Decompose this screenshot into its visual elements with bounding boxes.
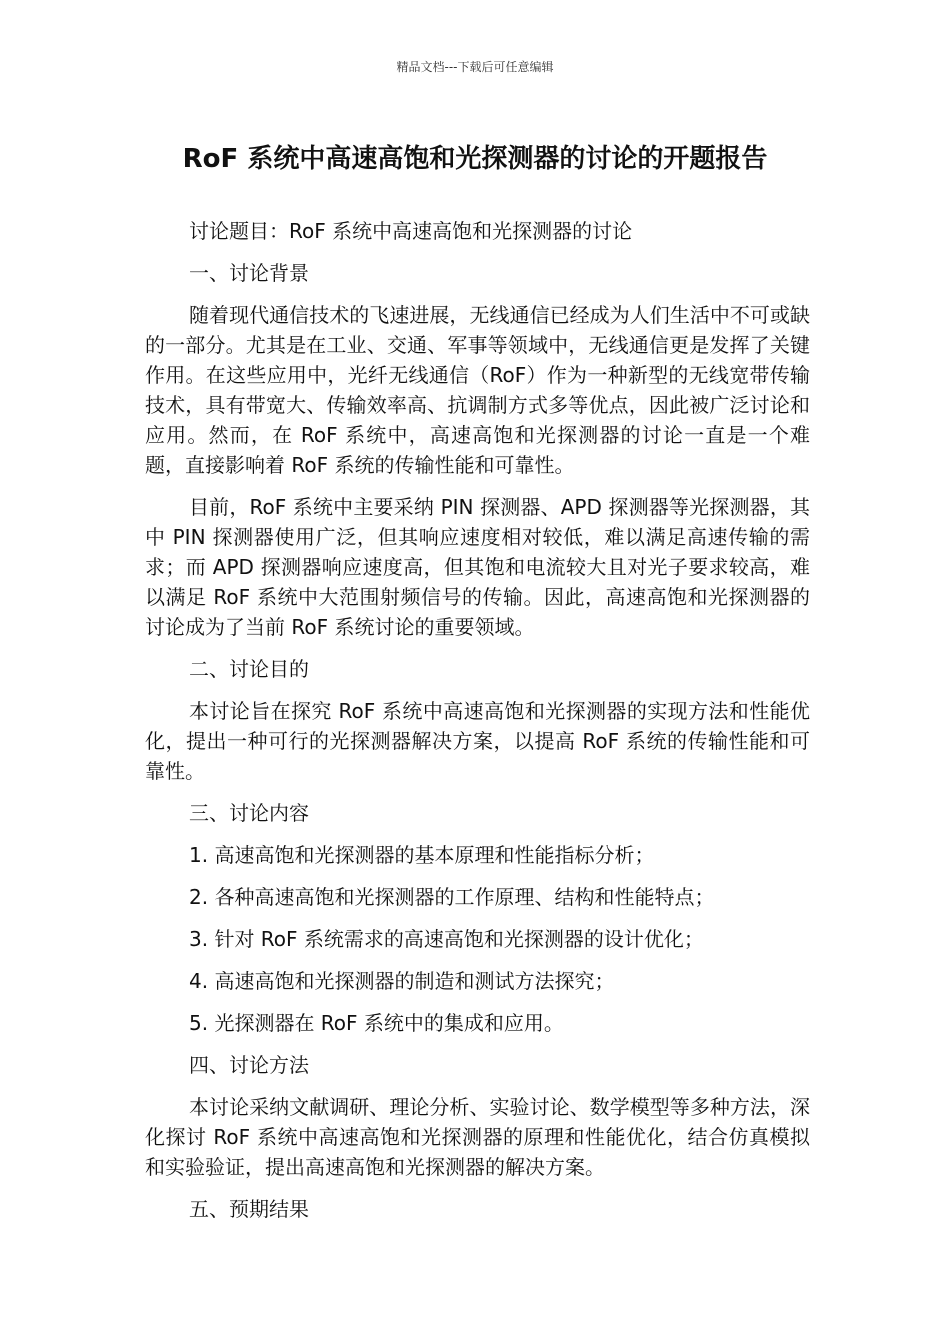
section-heading-background: 一、讨论背景: [189, 261, 309, 285]
paragraph-method: 本讨论采纳文献调研、理论分析、实验讨论、数学模型等多种方法，深化探讨 RoF 系统中高速高饱和光探测器的原理和性能优化，结合仿真模拟和实验验证，提出高速高饱和光探测器的解决方案。: [145, 1095, 810, 1179]
topic-line: 讨论题目：RoF 系统中高速高饱和光探测器的讨论: [189, 219, 633, 243]
list-item: 2. 各种高速高饱和光探测器的工作原理、结构和性能特点；: [189, 885, 715, 909]
list-item: 5. 光探测器在 RoF 系统中的集成和应用。: [189, 1011, 564, 1035]
paragraph-purpose: 本讨论旨在探究 RoF 系统中高速高饱和光探测器的实现方法和性能优化，提出一种可行的光探测器解决方案，以提高 RoF 系统的传输性能和可靠性。: [145, 699, 810, 783]
paragraph-background-1: 随着现代通信技术的飞速进展，无线通信已经成为人们生活中不可或缺的一部分。尤其是在工业、交通、军事等领域中，无线通信更是发挥了关键作用。在这些应用中，光纤无线通信（RoF）作为一种新型的无线宽带传输技术，具有带宽大、传输效率高、抗调制方式多等优点，因此被广泛讨论和应用。然而，在 RoF 系统中，高速高饱和光探测器的讨论一直是一个难题，直接影响着 RoF 系统的传输性能和可靠性。: [145, 303, 810, 477]
document-body: [145, 216, 810, 1236]
document-title: RoF 系统中高速高饱和光探测器的讨论的开题报告: [182, 144, 768, 174]
header-note: 精品文档---下载后可任意编辑: [396, 60, 554, 74]
section-heading-method: 四、讨论方法: [189, 1053, 309, 1077]
section-heading-purpose: 二、讨论目的: [189, 657, 309, 681]
section-heading-expected-results: 五、预期结果: [189, 1197, 309, 1221]
list-item: 1. 高速高饱和光探测器的基本原理和性能指标分析；: [189, 843, 655, 867]
list-item: 3. 针对 RoF 系统需求的高速高饱和光探测器的设计优化；: [189, 927, 704, 951]
paragraph-background-2: 目前，RoF 系统中主要采纳 PIN 探测器、APD 探测器等光探测器，其中 PIN 探测器使用广泛，但其响应速度相对较低，难以满足高速传输的需求；而 APD 探测器响应速度高，但其饱和电流较大且对光子要求较高，难以满足 RoF 系统中大范围射频信号的传输。因此，高速高饱和光探测器的讨论成为了当前 RoF 系统讨论的重要领域。: [145, 495, 810, 639]
section-heading-content: 三、讨论内容: [189, 801, 309, 825]
list-item: 4. 高速高饱和光探测器的制造和测试方法探究；: [189, 969, 615, 993]
